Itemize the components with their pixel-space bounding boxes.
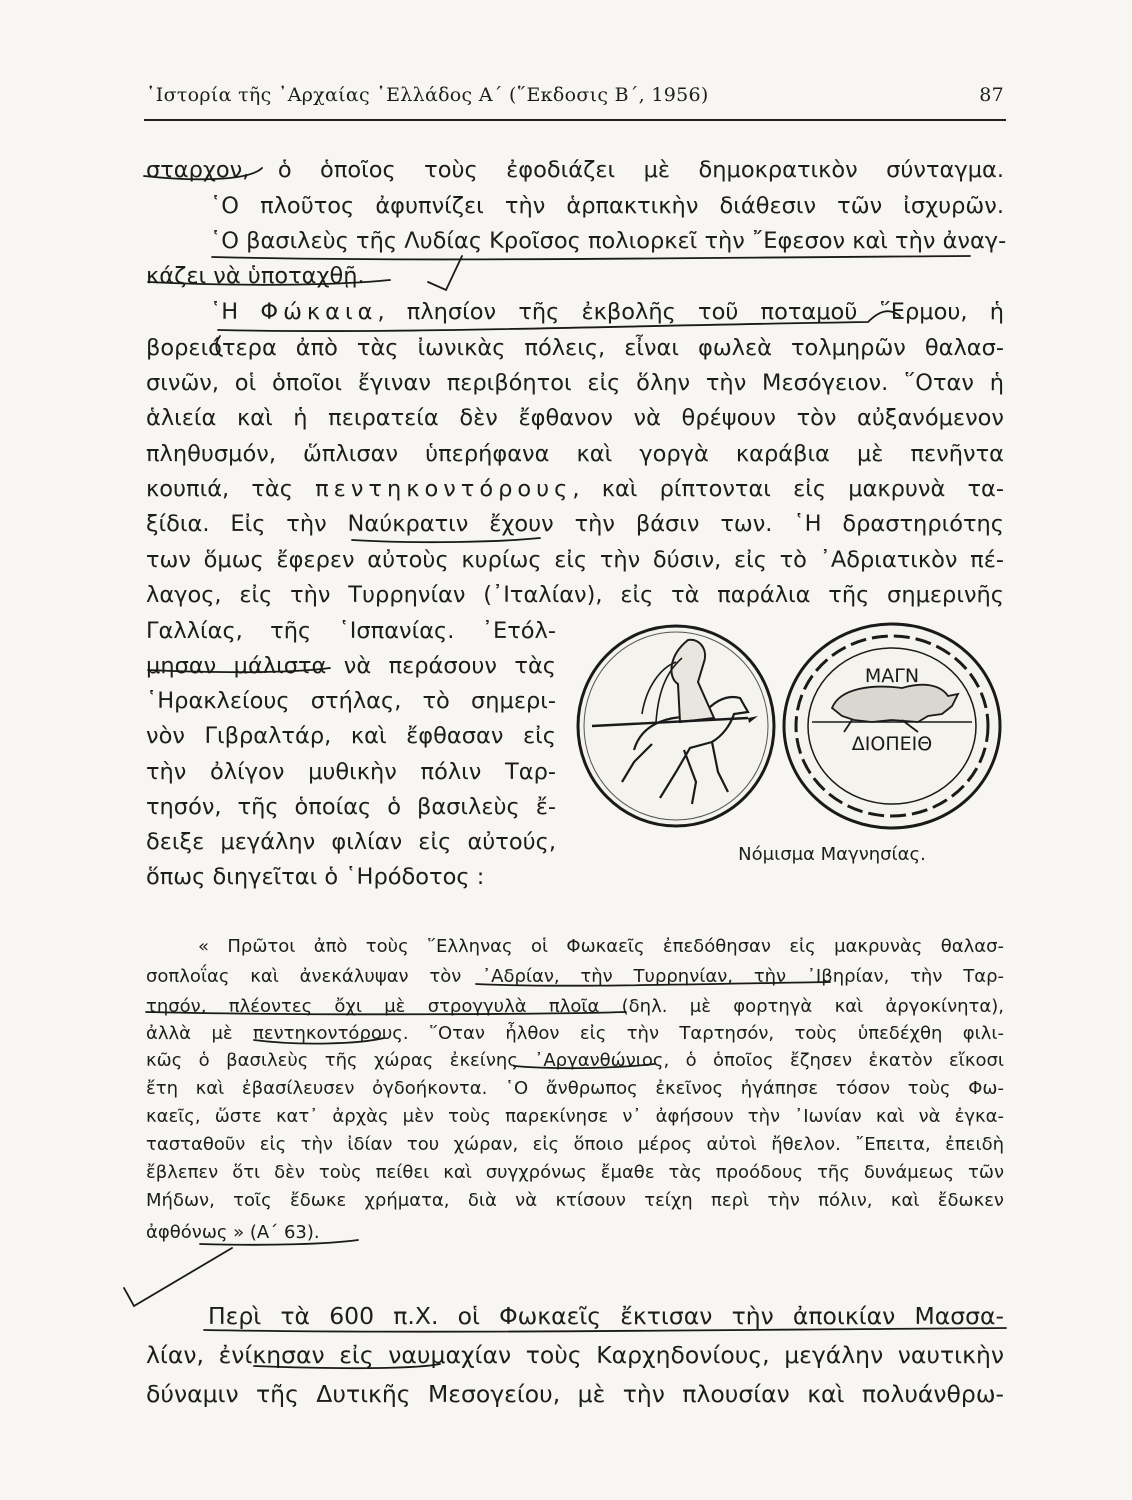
letterspaced-word: Φώκαια xyxy=(260,299,378,325)
wrap-line: ὅπως διηγεῖται ὁ ῾Ηρόδοτος : xyxy=(146,864,485,890)
coin-inscription-top: ΜΑΓΝ xyxy=(864,665,920,687)
body-line: ἁλιεία καὶ ἡ πειρατεία δὲν ἔφθανον νὰ θρέψουν τὸν αὐξανόμενον xyxy=(146,405,1004,431)
body-line: ῾Ο βασιλεὺς τῆς Λυδίας Κροῖσος πολιορκεῖ τὴν ῎Εφεσον καὶ τὴν ἀναγ- xyxy=(210,228,1007,254)
quote-line: ἔβλεπεν ὅτι δὲν τοὺς πείθει καὶ συγχρόνως ἔμαθε τὰς προόδους τῆς δυνάμεως τῶν xyxy=(146,1162,1004,1183)
page-number: 87 xyxy=(979,84,1004,106)
letterspaced-word: πεντηκοντόρους xyxy=(315,476,573,502)
coin-inscription-bottom: ΔΙΟΠΕΙΘ xyxy=(851,733,933,755)
body-line: ξίδια. Εἰς τὴν Ναύκρατιν ἔχουν τὴν βάσιν των. ῾Η δραστηριότης xyxy=(146,511,1004,537)
body-line: των ὅμως ἔφερεν αὐτοὺς κυρίως εἰς τὴν δύσιν, εἰς τὸ ᾿Αδριατικὸν πέ- xyxy=(146,547,1004,573)
quote-line: τασταθοῦν εἰς τὴν ἰδίαν του χώραν, εἰς ὅποιο μέρος αὐτοὶ ἤθελον. ῎Επειτα, ἐπειδὴ xyxy=(146,1134,1004,1155)
wrap-line: Γαλλίας, τῆς ῾Ισπανίας. ᾿Ετόλ- xyxy=(146,618,556,644)
body-line: κάζει νὰ ὑποταχθῇ. xyxy=(146,263,365,289)
coin-reverse-bull xyxy=(784,624,1000,828)
body-line: πληθυσμόν, ὥπλισαν ὑπερήφανα καὶ γοργὰ καράβια μὲ πενῆντα xyxy=(146,441,1004,467)
quote-line: ἀλλὰ μὲ πεντηκοντόρους. ῞Οταν ἦλθον εἰς τὴν Ταρτησόν, τοὺς ὑπεδέχθη φιλι- xyxy=(146,1023,1004,1044)
coin-illustration xyxy=(572,622,1008,842)
quote-line: ἔτη καὶ ἐβασίλευσεν ὀγδοήκοντα. ῾Ο ἄνθρωπος ἐκεῖνος ἠγάπησε τόσον τοὺς Φω- xyxy=(146,1078,1004,1099)
final-line: λίαν, ἐνίκησαν εἰς ναυμαχίαν τοὺς Καρχηδονίους, μεγάλην ναυτικὴν xyxy=(146,1341,1004,1369)
quote-line: καεῖς, ὥστε κατ᾿ ἀρχὰς μὲν τοὺς παρεκίνησε ν᾿ ἀφήσουν τὴν ᾿Ιωνίαν καὶ νὰ ἐγκα- xyxy=(146,1106,1004,1127)
quote-line: ἀφθόνως » (Α΄ 63). xyxy=(146,1222,320,1243)
body-line: ῾Η Φώκαια, πλησίον τῆς ἐκβολῆς τοῦ ποταμοῦ ῞Ερμου, ἡ xyxy=(210,299,1004,325)
quote-line: Μήδων, τοῖς ἔδωκε χρήματα, διὰ νὰ κτίσουν τείχη περὶ τὴν πόλιν, καὶ ἔδωκεν xyxy=(146,1190,1004,1211)
body-line: σινῶν, οἱ ὁποῖοι ἔγιναν περιβόητοι εἰς ὅλην τὴν Μεσόγειον. ῞Οταν ἡ xyxy=(146,370,1004,396)
quote-line: τησόν, πλέοντες ὄχι μὲ στρογγυλὰ πλοῖα (δηλ. μὲ φορτηγὰ καὶ ἀργοκίνητα), xyxy=(146,996,1004,1017)
body-line: ῾Ο πλοῦτος ἀφυπνίζει τὴν ἁρπακτικὴν διάθεσιν τῶν ἰσχυρῶν. xyxy=(210,193,1004,219)
coin-figure xyxy=(572,622,1008,872)
quote-line: « Πρῶτοι ἀπὸ τοὺς ῞Ελληνας οἱ Φωκαεῖς ἐπεδόθησαν εἰς μακρυνὰς θαλασ- xyxy=(198,936,1004,957)
final-line: Περὶ τὰ 600 π.Χ. οἱ Φωκαεῖς ἔκτισαν τὴν ἀποικίαν Μασσα- xyxy=(208,1302,1004,1330)
coin-obverse-horseman xyxy=(578,626,774,826)
figure-caption: Νόμισμα Μαγνησίας. xyxy=(738,844,926,865)
wrap-line: νὸν Γιβραλτάρ, καὶ ἔφθασαν εἰς xyxy=(146,723,556,749)
header-title: ῾Ιστορία τῆς ᾿Αρχαίας ῾Ελλάδος Α΄ (῞Εκδοσις Β΄, 1956) xyxy=(146,84,709,106)
quote-line: σοπλοΐας καὶ ἀνεκάλυψαν τὸν ᾿Αδρίαν, τὴν Τυρρηνίαν, τὴν ᾿Ιβηρίαν, τὴν Ταρ- xyxy=(146,966,1004,987)
final-line: δύναμιν τῆς Δυτικῆς Μεσογείου, μὲ τὴν πλουσίαν καὶ πολυάνθρω- xyxy=(146,1380,1004,1408)
body-line: σταρχον, ὁ ὁποῖος τοὺς ἐφοδιάζει μὲ δημοκρατικὸν σύνταγμα. xyxy=(146,157,1004,183)
check-mark xyxy=(124,1248,232,1306)
body-line: βορειότερα ἀπὸ τὰς ἰωνικὰς πόλεις, εἶναι φωλεὰ τολμηρῶν θαλασ- xyxy=(146,335,1004,361)
underline-mark xyxy=(212,256,970,259)
header-rule xyxy=(144,119,1006,121)
body-line: λαγος, εἰς τὴν Τυρρηνίαν (᾿Ιταλίαν), εἰς τὰ παράλια τῆς σημερινῆς xyxy=(146,582,1004,608)
wrap-line: τὴν ὀλίγον μυθικὴν πόλιν Ταρ- xyxy=(146,759,556,785)
wrap-line: τησόν, τῆς ὁποίας ὁ βασιλεὺς ἔ- xyxy=(146,794,556,820)
quote-line: κῶς ὁ βασιλεὺς τῆς χώρας ἐκείνης ᾿Αργανθώνιος, ὁ ὁποῖος ἔζησεν ἑκατὸν εἴκοσι xyxy=(146,1050,1004,1071)
wrap-line: δειξε μεγάλην φιλίαν εἰς αὐτούς, xyxy=(146,829,556,855)
wrap-line: ῾Ηρακλείους στήλας, τὸ σημερι- xyxy=(146,688,556,714)
underline-mark xyxy=(352,538,540,542)
body-line: κουπιά, τὰς πεντηκοντόρους, καὶ ρίπτονται εἰς μακρυνὰ τα- xyxy=(146,476,1004,502)
wrap-line: μησαν μάλιστα νὰ περάσουν τὰς xyxy=(146,653,556,679)
